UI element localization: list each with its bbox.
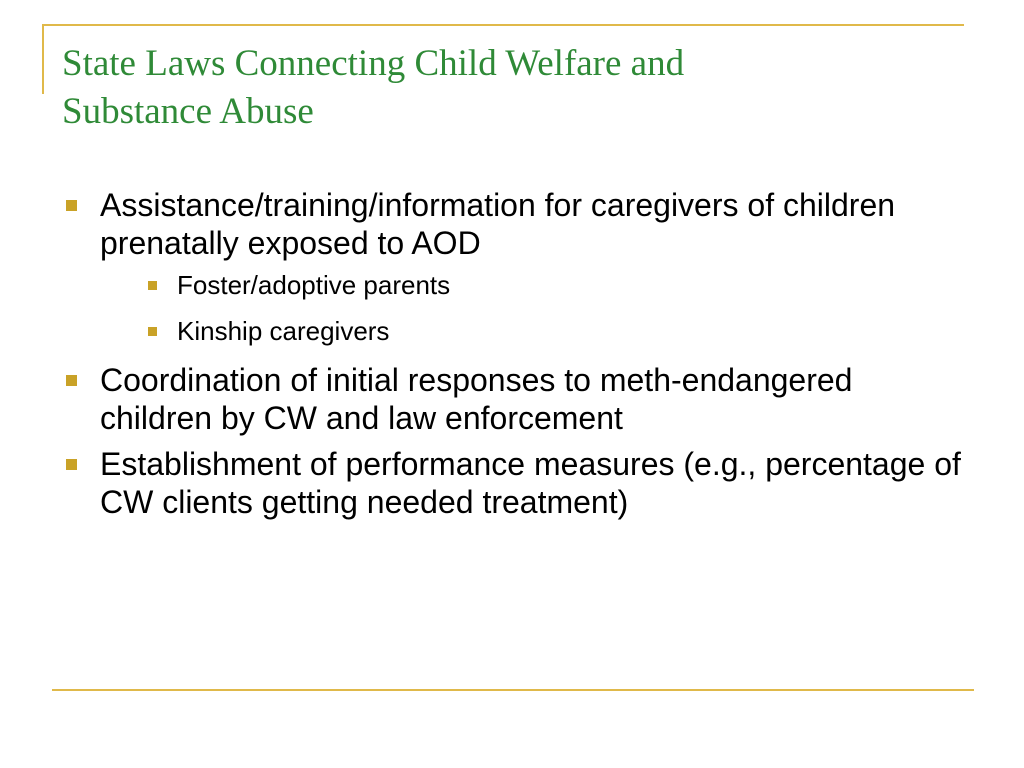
frame-bottom-rule [52, 689, 974, 691]
slide-title-line-1: State Laws Connecting Child Welfare and [62, 43, 685, 84]
bullet-list [62, 186, 962, 529]
square-bullet-icon [148, 327, 157, 336]
bullet-text: Assistance/training/information for caregivers of children prenatally exposed to AOD [100, 187, 896, 261]
bullet-item-performance [62, 445, 962, 521]
sub-bullet-text: Foster/adoptive parents [177, 270, 451, 300]
slide-title-line-2: Substance Abuse [62, 91, 314, 132]
bullet-item-coordination [62, 361, 962, 437]
bullet-text: Establishment of performance measures (e.g., percentage of CW clients getting needed treatment) [100, 446, 961, 520]
sub-bullet-text: Kinship caregivers [177, 316, 390, 346]
square-bullet-icon [66, 459, 77, 470]
sub-bullet-list [100, 269, 962, 347]
bullet-text: Coordination of initial responses to meth-endangered children by CW and law enforcement [100, 362, 853, 436]
slide-title [62, 40, 942, 136]
square-bullet-icon [66, 200, 77, 211]
bullet-item-assistance [62, 186, 962, 347]
sub-bullet-item-kinship [100, 315, 962, 347]
square-bullet-icon [66, 375, 77, 386]
square-bullet-icon [148, 281, 157, 290]
sub-bullet-item-foster [100, 269, 962, 301]
frame-left-rule [42, 24, 44, 94]
frame-top-rule [42, 24, 964, 26]
